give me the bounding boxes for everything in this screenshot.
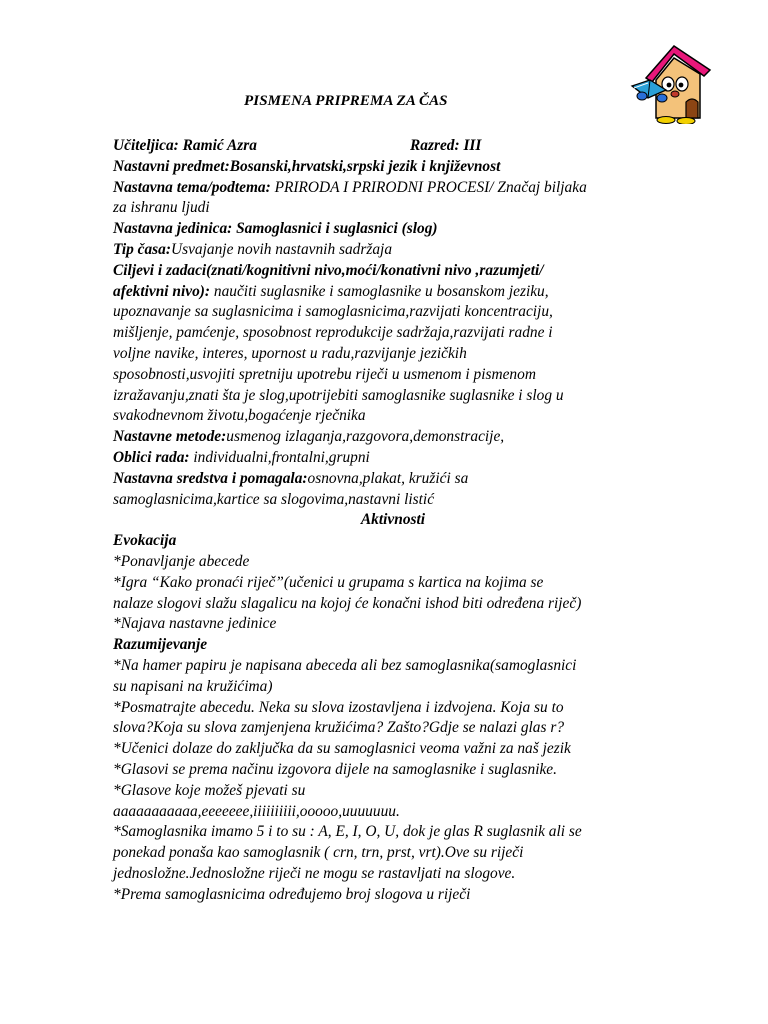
understanding-line: *Na hamer papiru je napisana abeceda ali bez samoglasnika(samoglasnici [113,656,577,674]
methods [113,427,673,448]
goals-label-line-1: Ciljevi i zadaci(znati/kognitivni nivo,moći/konativni nivo ,razumjeti/ [113,261,544,279]
methods-label: Nastavne metode: [113,428,227,446]
goals-text-line: mišljenje, pamćenje, sposobnost reprodukcije sadržaja,razvijati radne i [113,324,553,342]
understanding-line: *Glasovi se prema načinu izgovora dijele na samoglasnike i suglasnike. [113,760,557,778]
understanding-heading: Razumijevanje [113,636,208,654]
teaching-aids-value: osnovna,plakat, kružići sa [307,469,469,487]
topic-label: Nastavna tema/podtema: [113,178,271,196]
goals-value-2: naučiti suglasnike i samoglasnike u bosanskom jeziku, [210,282,549,300]
methods-value: usmenog izlaganja,razgovora,demonstracije, [226,428,505,446]
teacher-row [113,136,673,157]
evocation-heading: Evokacija [113,532,177,550]
goals-text-line: svakodnevnom životu,bogaćenje rječnika [113,407,366,425]
topic-line-1 [113,178,673,199]
goals-line-2 [113,282,673,303]
grade: Razred: III [410,137,482,154]
work-forms [113,448,673,469]
lesson-type-label: Tip časa: [113,240,171,258]
topic-value: PRIRODA I PRIRODNI PROCESI/ Značaj biljaka [270,178,587,196]
evocation-line: *Najava nastavne jedinice [113,615,277,633]
teaching-aids-line-2: samoglasnicima,kartice sa slogovima,nastavni listić [113,490,435,508]
reading-house-mascot-icon [626,40,716,124]
work-forms-label: Oblici rada: [113,448,190,466]
goals-label-2: afektivni nivo): [113,282,211,300]
lesson-type [113,240,673,261]
understanding-line: ponekad ponaša kao samoglasnik ( crn, trn, prst, vrt).Ove su riječi [113,844,524,862]
subject: Nastavni predmet:Bosanski,hrvatski,srpski jezik i književnost [113,157,501,175]
teaching-aids-label: Nastavna sredstva i pomagala: [113,469,308,487]
lesson-type-value: Usvajanje novih nastavnih sadržaja [171,240,393,258]
understanding-line: *Prema samoglasnicima određujemo broj slogova u riječi [113,885,471,903]
understanding-line: su napisani na kružićima) [113,677,273,695]
goals-text-line: voljne navike, interes, upornost u radu,razvijanje jezičkih [113,344,467,362]
understanding-line: slova?Koja su slova zamjenjena kružićima? Zašto?Gdje se nalazi glas r? [113,719,565,737]
topic-line-2: za ishranu ljudi [113,199,210,217]
goals-text-line: izražavanju,znati šta je slog,upotrijebiti samoglasnike suglasnike i slog u [113,386,564,404]
activities-heading: Aktivnosti [360,511,426,529]
evocation-line: *Igra “Kako pronaći riječ”(učenici u grupama s kartica na kojima se [113,573,544,591]
understanding-line: *Glasove koje možeš pjevati su [113,781,306,799]
understanding-line: *Učenici dolaze do zaključka da su samoglasnici veoma važni za naš jezik [113,740,571,758]
goals-text-line: upoznavanje sa suglasnicima i samoglasnicima,razvijati koncentraciju, [113,303,553,321]
teacher-name: Učiteljica: Ramić Azra [113,137,257,154]
lesson-unit: Nastavna jedinica: Samoglasnici i suglasnici (slog) [113,220,438,238]
goals-text-line: sposobnosti,usvojiti spretniju upotrebu riječi u usmenom i pismenom [113,365,536,383]
understanding-line: aaaaaaaaaaa,eeeeeee,iiiiiiiiii,ooooo,uuuuuuu. [113,802,400,820]
lesson-plan-body [113,136,673,905]
understanding-line: jednosložne.Jednosložne riječi ne mogu se rastavljati na slogove. [113,864,516,882]
work-forms-value: individualni,frontalni,grupni [189,448,370,466]
page-title: PISMENA PRIPREMA ZA ČAS [244,93,448,109]
understanding-line: *Posmatrajte abecedu. Neka su slova izostavljena i izdvojena. Koja su to [113,698,564,716]
understanding-line: *Samoglasnika imamo 5 i to su : A, E, I, O, U, dok je glas R suglasnik ali se [113,823,582,841]
teaching-aids [113,469,673,490]
evocation-line: *Ponavljanje abecede [113,552,250,570]
evocation-line: nalaze slogovi slažu slagalicu na kojoj će konačni ishod biti određena riječ) [113,594,582,612]
